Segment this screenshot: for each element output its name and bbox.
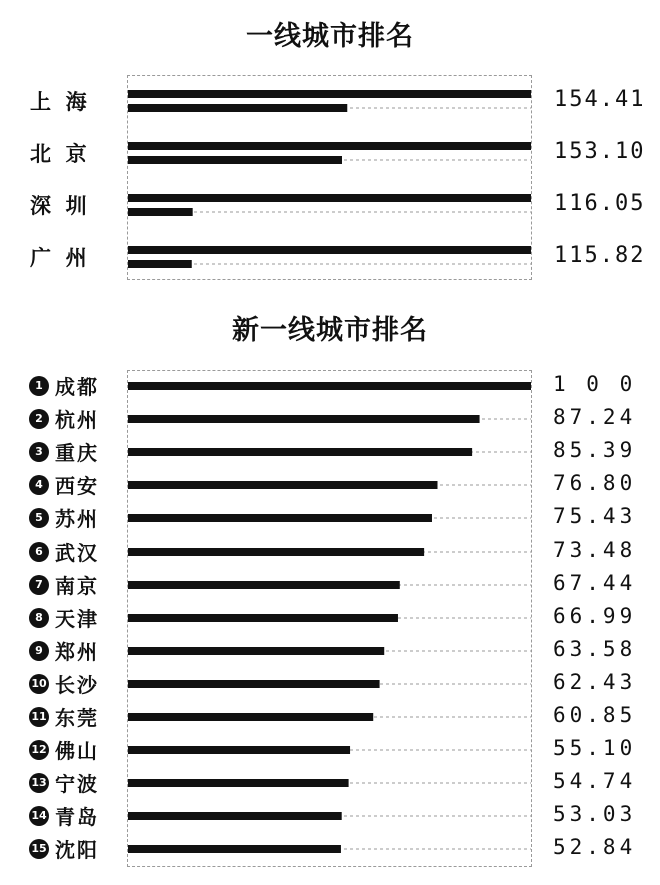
value-label: 73.48 xyxy=(553,538,637,562)
bar xyxy=(128,812,342,820)
rank-badge: 3 xyxy=(29,442,49,462)
city-label: 郑州 xyxy=(55,640,99,664)
value-label: 55.10 xyxy=(553,736,637,760)
city-label: 北 京 xyxy=(30,142,87,166)
rank-badge: 6 xyxy=(29,542,49,562)
rank-badge: 4 xyxy=(29,475,49,495)
value-label: 76.80 xyxy=(553,471,637,495)
value-label: 63.58 xyxy=(553,637,637,661)
value-label: 66.99 xyxy=(553,604,637,628)
city-label: 杭州 xyxy=(55,408,99,432)
bar xyxy=(128,614,398,622)
value-label: 53.03 xyxy=(553,802,637,826)
value-label: 67.44 xyxy=(553,571,637,595)
bar-excess xyxy=(128,260,192,268)
city-label: 上 海 xyxy=(30,90,87,114)
value-label: 62.43 xyxy=(553,670,637,694)
city-label: 广 州 xyxy=(30,246,87,270)
value-label: 1 0 0 xyxy=(553,372,637,396)
bar xyxy=(128,713,373,721)
bar-excess xyxy=(128,156,342,164)
city-label: 天津 xyxy=(55,607,99,631)
bar-excess xyxy=(128,104,347,112)
city-label: 长沙 xyxy=(55,673,99,697)
rank-badge: 15 xyxy=(29,839,49,859)
value-label: 60.85 xyxy=(553,703,637,727)
rank-badge: 12 xyxy=(29,740,49,760)
bar-excess xyxy=(128,208,193,216)
bar xyxy=(128,647,384,655)
value-label: 85.39 xyxy=(553,438,637,462)
bar xyxy=(128,581,400,589)
rank-badge: 11 xyxy=(29,707,49,727)
rank-badge: 8 xyxy=(29,608,49,628)
bar xyxy=(128,382,531,390)
rank-badge: 13 xyxy=(29,773,49,793)
rank-badge: 5 xyxy=(29,508,49,528)
city-label: 东莞 xyxy=(55,706,99,730)
value-label: 52.84 xyxy=(553,835,637,859)
city-label: 青岛 xyxy=(55,805,99,829)
bar-full-scale xyxy=(128,90,531,98)
rank-badge: 14 xyxy=(29,806,49,826)
bar xyxy=(128,680,380,688)
city-label: 重庆 xyxy=(55,441,99,465)
value-label: 54.74 xyxy=(553,769,637,793)
bar xyxy=(128,746,350,754)
city-label: 沈阳 xyxy=(55,838,99,862)
city-label: 武汉 xyxy=(55,541,99,565)
new-tier1-chart-title: 新一线城市排名 xyxy=(232,315,428,346)
rank-badge: 2 xyxy=(29,409,49,429)
bar xyxy=(128,448,472,456)
value-label: 115.82 xyxy=(554,243,646,268)
rank-badge: 9 xyxy=(29,641,49,661)
bar xyxy=(128,779,349,787)
rank-badge: 7 xyxy=(29,575,49,595)
city-label: 深 圳 xyxy=(30,194,87,218)
bar xyxy=(128,514,432,522)
rank-badge: 10 xyxy=(29,674,49,694)
bar xyxy=(128,415,480,423)
value-label: 75.43 xyxy=(553,504,637,528)
city-label: 佛山 xyxy=(55,739,99,763)
bar-full-scale xyxy=(128,142,531,150)
city-label: 宁波 xyxy=(55,772,99,796)
bar xyxy=(128,845,341,853)
bar-full-scale xyxy=(128,246,531,254)
tier1-chart-title: 一线城市排名 xyxy=(246,21,414,52)
rank-badge: 1 xyxy=(29,376,49,396)
value-label: 153.10 xyxy=(554,139,646,164)
bar xyxy=(128,481,438,489)
city-label: 成都 xyxy=(55,375,99,399)
city-label: 南京 xyxy=(55,574,99,598)
value-label: 116.05 xyxy=(554,191,646,216)
value-label: 87.24 xyxy=(553,405,637,429)
city-label: 西安 xyxy=(55,474,99,498)
bar-full-scale xyxy=(128,194,531,202)
value-label: 154.41 xyxy=(554,87,646,112)
bar xyxy=(128,548,424,556)
city-label: 苏州 xyxy=(55,507,99,531)
